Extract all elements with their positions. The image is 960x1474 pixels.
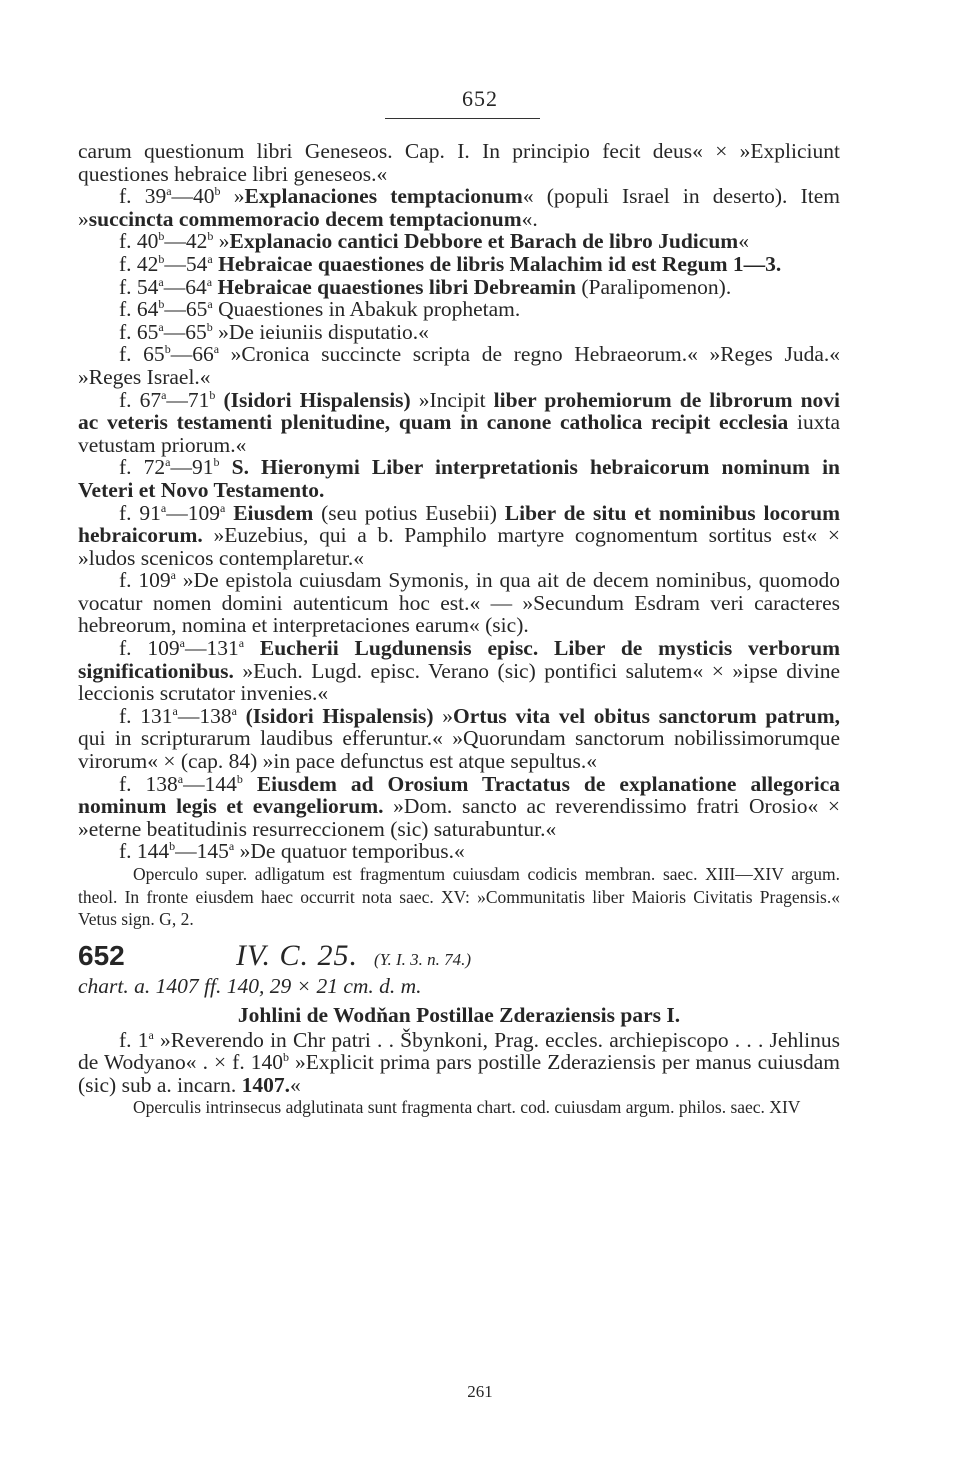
folio-side: a: [161, 387, 167, 402]
catalog-entry: [78, 230, 840, 253]
entry-text: «.: [521, 206, 538, 231]
entry-text: f. 54: [119, 274, 159, 299]
entry-text: »De epistola cuiusdam Symonis, in qua ait de decem nominibus, quomodo vocatur nomen domini autenticum hoc est.« — »Secundum Esdram veri caracteres hebreorum, nomina et interpretaciones earum« (sic).: [78, 568, 840, 638]
entry-text: »Euch. Lugd. episc. Verano (sic) pontifici salutem« × »ipse divine leccionis scrutator invenies.«: [78, 658, 840, 706]
bold-text: (Isidori Hispalensis): [245, 703, 434, 728]
item-entry-list: [78, 1029, 840, 1097]
folio-side: a: [160, 500, 167, 515]
bold-text: Eiusdem ad Orosium Tractatus de explanatione allegorica nominum legis et evangeliorum.: [78, 771, 840, 819]
entry-text: f. 67: [119, 387, 162, 412]
entry-text: »: [220, 184, 245, 209]
folio-side: b: [207, 229, 214, 244]
folio-side: a: [206, 274, 213, 289]
bold-text: Liber de situ et nominibus locorum hebraicorum.: [78, 500, 840, 548]
entry-text: f. 65: [119, 319, 159, 344]
folio-side: a: [231, 703, 237, 718]
entry-text: «: [289, 1072, 301, 1097]
entry-text: f. 91: [119, 500, 161, 525]
folio-side: b: [206, 319, 213, 334]
folio-side: a: [166, 184, 172, 199]
entry-text: f. 72: [119, 455, 166, 480]
bold-text: Hebraicae quaestiones libri Debreamin: [217, 274, 576, 299]
entry-text: [237, 704, 246, 728]
bold-text: Explanacio cantici Debbore et Barach de libro Judicum: [229, 229, 739, 254]
catalog-entry: [78, 569, 840, 637]
entry-text: f. 144: [119, 839, 170, 864]
folio-side: a: [158, 274, 164, 289]
catalog-entry: [78, 140, 840, 185]
bold-text: Eucherii Lugdunensis episc. Liber de mysticis verborum significationibus.: [78, 636, 840, 683]
bold-text: S. Hieronymi Liber interpretationis hebraicorum nominum in Veteri et Novo Testamento.: [78, 455, 841, 502]
entry-text: [244, 636, 260, 660]
entry-list: [78, 140, 840, 863]
entry-text: f. 39: [119, 184, 167, 209]
entry-text: »Euzebius, qui a b. Pamphilo martyre cognomentum sortitus est« × »ludos scenicos contemplaretur.«: [78, 523, 840, 570]
catalog-entry: [78, 637, 840, 705]
catalog-entry: [78, 185, 840, 230]
catalog-entry: [78, 253, 840, 276]
item-description: chart. a. 1407 ff. 140, 29 × 21 cm. d. m.: [78, 974, 422, 999]
catalog-entry: [78, 456, 840, 501]
folio-side: a: [207, 297, 213, 311]
folio-side: a: [172, 703, 178, 718]
entry-text: »Incipit: [410, 387, 494, 412]
entry-text: f. 138: [119, 771, 178, 796]
item-title: Johlini de Wodňan Postillae Zderaziensis pars I.: [237, 1002, 681, 1027]
entry-text: « (populi Israel in deserto). Item »: [78, 184, 840, 231]
catalog-entry: [78, 298, 840, 321]
page-body: [78, 140, 840, 1119]
entry-text: »Explicit prima pars postille Zderaziensis per manus cuiusdam (sic) sub a. incarn.: [78, 1050, 840, 1097]
item-header: [78, 938, 840, 972]
catalog-entry: [78, 773, 840, 841]
entry-text: —131: [184, 636, 239, 661]
bold-text: succincta commemoracio decem temptacionum: [88, 206, 522, 231]
folio-side: a: [238, 635, 245, 650]
entry-text: f. 109: [119, 636, 180, 661]
bold-text: Ortus vita vel obitus sanctorum patrum,: [453, 703, 840, 728]
entry-text: f. 42: [119, 251, 159, 276]
folio-side: a: [219, 500, 226, 515]
bold-text: liber prohemiorum de librorum novi ac veteris testamenti plenitudine, quam in canone catholica recipit ecclesia: [78, 387, 840, 435]
catalog-entry: [78, 840, 840, 863]
entry-text: —145: [175, 839, 229, 864]
folio-side: a: [207, 251, 213, 266]
entry-text: f. 131: [119, 703, 173, 728]
entry-text: f. 109: [119, 568, 171, 593]
entry-text: —109: [166, 500, 220, 525]
bold-text: Hebraicae quaestiones de libris Malachim id est Regum 1—3.: [218, 251, 782, 276]
entry-text: »Dom. sancto ac reverendissimo fratri Orosio« × »eterne beatitudinis resurreccionem (sic) saturabuntur.«: [78, 794, 841, 841]
folio-side: b: [213, 455, 220, 470]
folio-side: b: [209, 387, 216, 402]
folio-side: a: [170, 568, 176, 583]
entry-text: —71: [166, 387, 210, 412]
folio-side: a: [177, 771, 184, 786]
entry-text: »De quatuor temporibus.«: [234, 839, 465, 864]
item-number: 652: [78, 939, 125, 971]
folio-side: a: [158, 319, 164, 334]
entry-text: »: [213, 229, 230, 254]
folio-side: b: [282, 1050, 289, 1064]
entry-text: —66: [170, 342, 214, 367]
entry-text: —65: [163, 319, 207, 344]
entry-text: —144: [183, 771, 237, 796]
entry-text: [243, 772, 257, 796]
entry-text: —42: [164, 229, 208, 254]
bold-text: Explanaciones temptacionum: [244, 184, 523, 209]
entry-text: —138: [177, 703, 232, 728]
entry-text: »: [433, 703, 454, 728]
folio-side: a: [148, 1027, 154, 1042]
entry-text: (seu potius Eusebii): [313, 500, 505, 525]
folio-side: b: [236, 771, 243, 786]
catalog-entry: [78, 389, 840, 457]
entry-text: —54: [164, 251, 208, 276]
entry-text: iuxta vetustam priorum.«: [78, 410, 840, 457]
entry-text: [225, 501, 233, 525]
entry-text: »Cronica succincte scripta de regno Hebraeorum.« »Reges Juda.« »Reges Israel.«: [78, 342, 840, 389]
bold-text: (Isidori Hispalensis): [223, 387, 411, 412]
entry-text: f. 1: [119, 1027, 149, 1052]
entry-text: qui in scripturarum laudibus efferuntur.« »Quorundam sanctorum nobilissimorumque virorum« × (cap. 84) »in pace defunctus est atque sepultus.«: [78, 726, 840, 774]
bold-text: 1407.: [241, 1072, 290, 1097]
folio-side: b: [158, 297, 165, 311]
entry-text: »De ieiuniis disputatio.«: [212, 319, 429, 344]
entry-text: —91: [170, 455, 214, 480]
signature-mark: 261: [467, 1382, 493, 1401]
folio-side: b: [158, 229, 165, 244]
binding-note: Operculo super. adligatum est fragmentum cuiusdam codicis membran. saec. XIII—XIV argum. theol. In fronte eiusdem haec occurrit nota saec. XV: »Communitatis liber Maioris Civitatis Pragensis.« Vetus sign. G, 2.: [78, 864, 840, 930]
entry-text: «: [738, 229, 749, 254]
folio-side: a: [165, 455, 171, 470]
folio-side: b: [164, 342, 171, 357]
entry-text: f. 65: [119, 342, 165, 367]
entry-text: »Reverendo in Chr patri . . Šbynkoni, Prag. eccles. archiepiscopo . . . Jehlinus de Wodyano« . × f. 140: [78, 1027, 840, 1075]
entry-text: (Paralipomenon).: [575, 274, 732, 299]
entry-text: f. 40: [119, 229, 159, 254]
entry-text: —65: [164, 297, 208, 322]
entry-text: Quaestiones in Abakuk prophetam.: [212, 297, 521, 322]
entry-text: —40: [171, 184, 215, 209]
folio-side: b: [214, 184, 221, 199]
catalog-entry: [78, 1029, 840, 1097]
shelfmark: IV. C. 25.: [236, 938, 358, 972]
catalog-entry: [78, 321, 840, 344]
entry-text: —64: [163, 274, 207, 299]
page-number: 652: [462, 86, 498, 111]
entry-text: [219, 455, 231, 479]
folio-side: b: [169, 839, 176, 854]
catalog-entry: [78, 276, 840, 299]
catalog-entry: [78, 705, 840, 773]
folio-side: a: [228, 839, 235, 854]
item-note: Operculis intrinsecus adglutinata sunt fragmenta chart. cod. cuiusdam argum. philos. saec. XIV: [133, 1097, 801, 1118]
bold-text: Eiusdem: [233, 500, 314, 525]
header-rule: [385, 118, 540, 119]
folio-side: a: [179, 635, 185, 650]
entry-text: f. 64: [119, 297, 159, 322]
folio-side: b: [158, 251, 165, 266]
old-signature: (Y. I. 3. n. 74.): [373, 949, 472, 969]
catalog-entry: [78, 343, 840, 388]
catalog-entry: [78, 502, 840, 570]
folio-side: a: [213, 342, 220, 357]
entry-text: carum questionum libri Geneseos. Cap. I. In principio fecit deus« × »Expliciunt questiones hebraice libri geneseos.«: [78, 139, 840, 186]
